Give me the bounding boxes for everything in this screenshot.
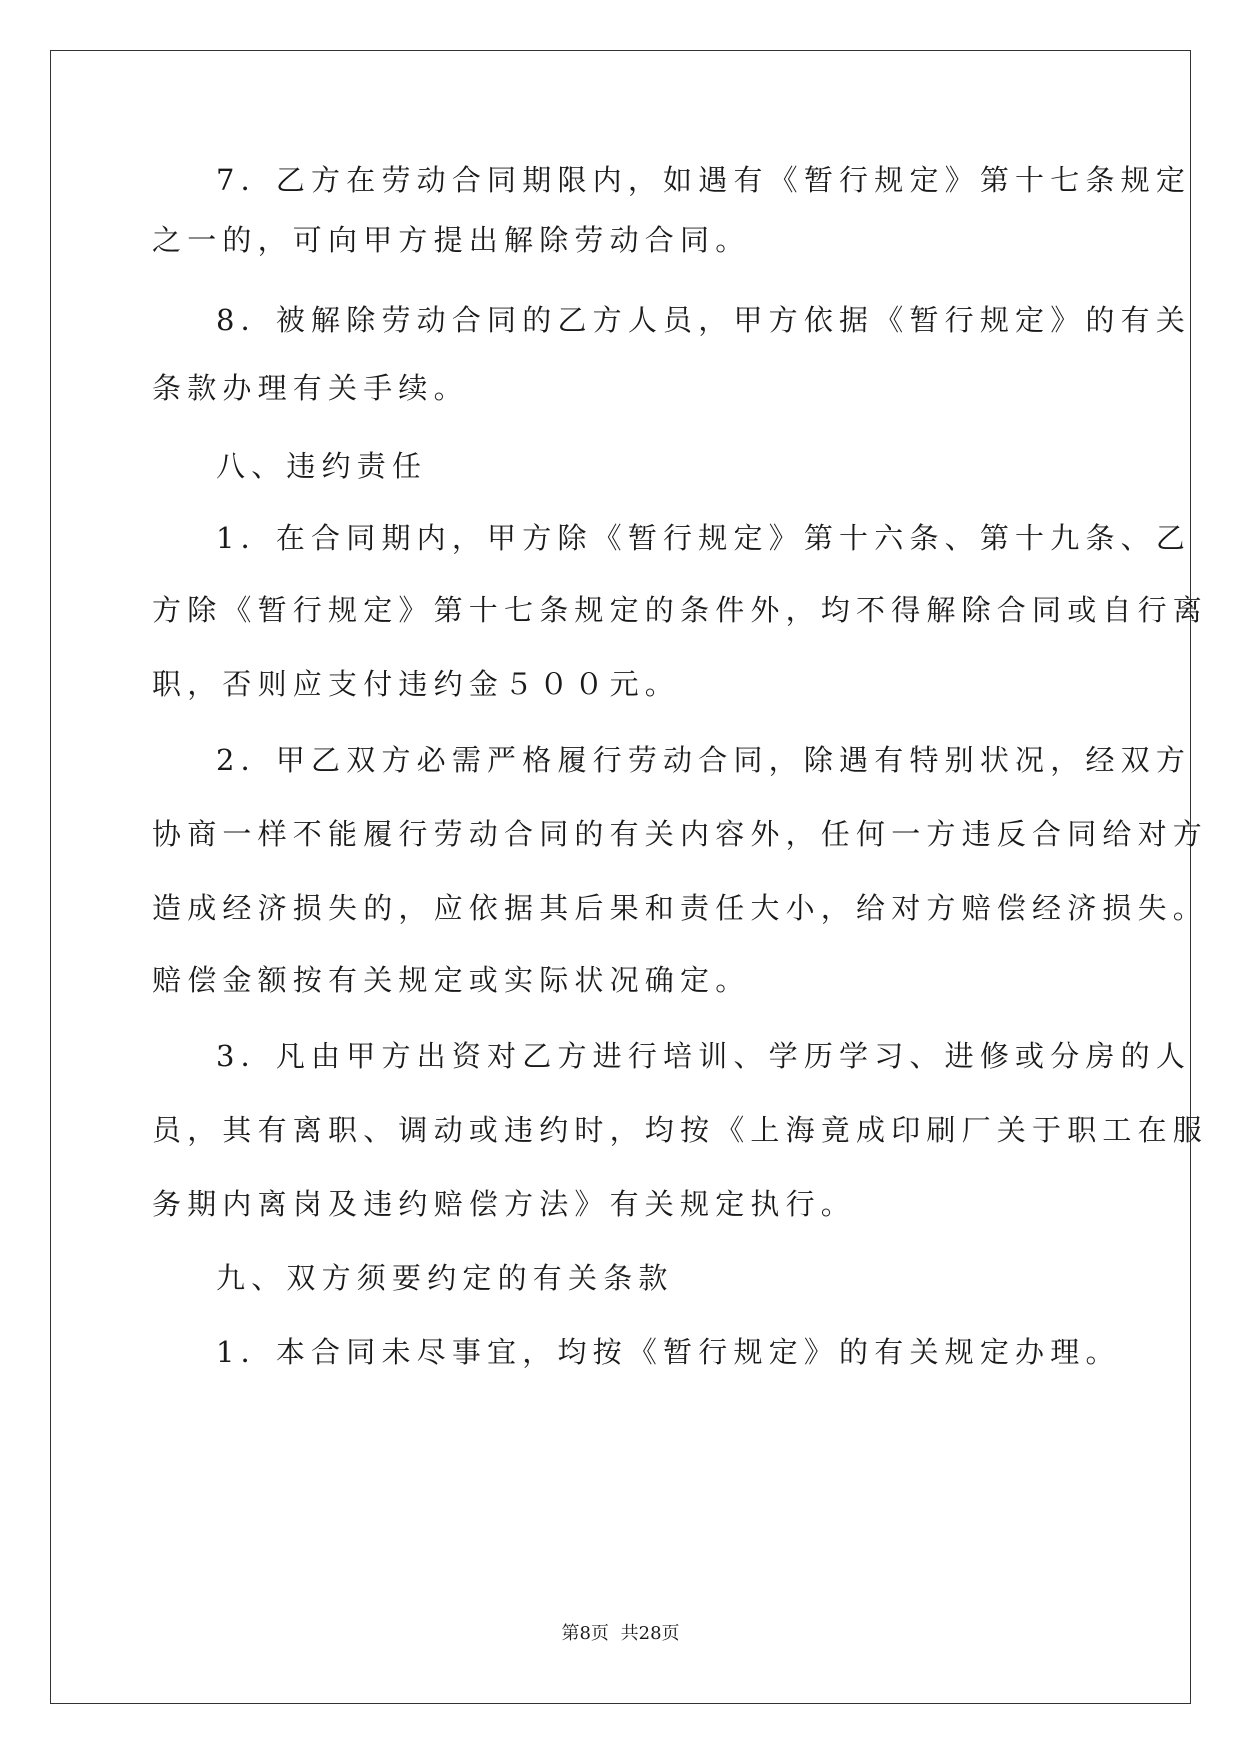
clause-3-line-3: 务期内离岗及违约赔偿方法》有关规定执行。 [152,1187,857,1221]
page-number: 第8页 [561,1623,609,1644]
agreed-terms-clause-1: 1．本合同未尽事宜，均按《暂行规定》的有关规定办理。 [216,1335,1121,1369]
clause-1-line-2: 方除《暂行规定》第十七条规定的条件外，均不得解除合同或自行离 [152,593,1209,627]
clause-2-line-1: 2．甲乙双方必需严格履行劳动合同，除遇有特别状况，经双方 [216,743,1192,777]
clause-2-line-4: 赔偿金额按有关规定或实际状况确定。 [152,963,751,997]
paragraph-7-line-1: 7．乙方在劳动合同期限内，如遇有《暂行规定》第十七条规定 [216,163,1192,197]
clause-1-line-3: 职，否则应支付违约金５００元。 [152,667,681,701]
clause-2-line-3: 造成经济损失的，应依据其后果和责任大小，给对方赔偿经济损失。 [152,891,1209,925]
page-footer [0,1619,1241,1645]
paragraph-8-line-1: 8．被解除劳动合同的乙方人员，甲方依据《暂行规定》的有关 [216,303,1192,337]
clause-2-line-2: 协商一样不能履行劳动合同的有关内容外，任何一方违反合同给对方 [152,817,1209,851]
clause-3-line-2: 员，其有离职、调动或违约时，均按《上海竟成印刷厂关于职工在服 [152,1113,1209,1147]
clause-1-line-1: 1．在合同期内，甲方除《暂行规定》第十六条、第十九条、乙 [216,521,1192,555]
clause-3-line-1: 3．凡由甲方出资对乙方进行培训、学历学习、进修或分房的人 [216,1039,1192,1073]
page-border [50,50,1191,1704]
section-heading-breach: 八、违约责任 [216,449,428,483]
paragraph-8-line-2: 条款办理有关手续。 [152,371,469,405]
section-heading-agreed-terms: 九、双方须要约定的有关条款 [216,1261,674,1295]
paragraph-7-line-2: 之一的，可向甲方提出解除劳动合同。 [152,223,751,257]
page-total: 共28页 [620,1623,680,1644]
